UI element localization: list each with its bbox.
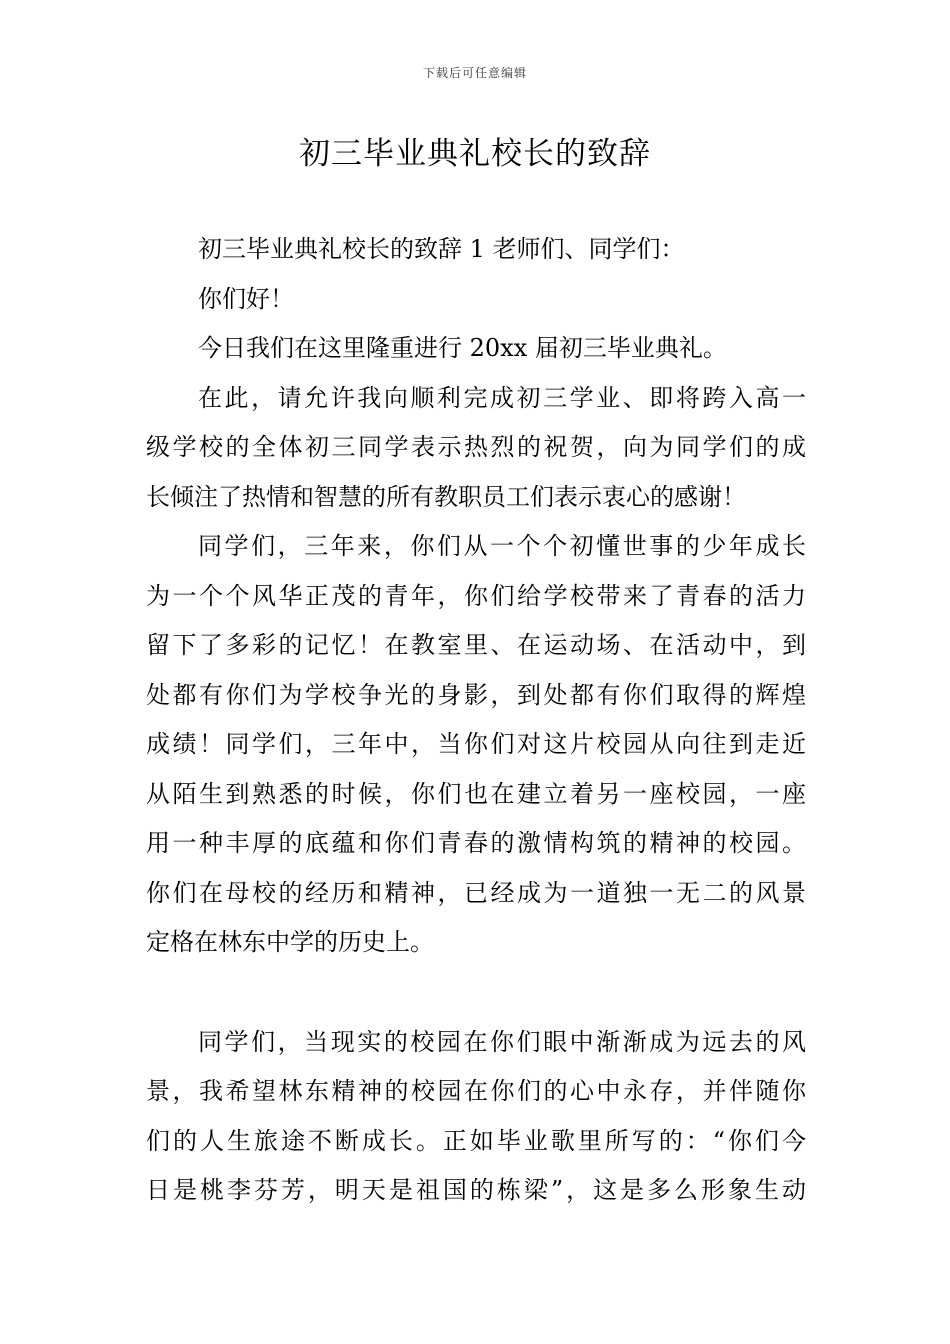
document-title: 初三毕业典礼校长的致辞 <box>299 136 651 172</box>
paragraph-line: 同学们，三年来，你们从一个个初懂世事的少年成长 <box>198 532 806 560</box>
paragraph-line: 留下了多彩的记忆！在教室里、在运动场、在活动中，到 <box>146 631 806 659</box>
paragraph-line: 同学们，当现实的校园在你们眼中渐渐成为远去的风 <box>198 1027 806 1056</box>
paragraph-line: 成绩！同学们，三年中，当你们对这片校园从向往到走近 <box>146 730 806 758</box>
paragraph-line: 初三毕业典礼校长的致辞 1 老师们、同学们： <box>198 235 685 263</box>
paragraph-line: 级学校的全体初三同学表示热烈的祝贺，向为同学们的成 <box>146 433 806 461</box>
paragraph-line: 你们在母校的经历和精神，已经成为一道独一无二的风景 <box>146 878 806 907</box>
paragraph-line: 从陌生到熟悉的时候，你们也在建立着另一座校园，一座 <box>146 779 806 808</box>
header-note: 下载后可任意编辑 <box>422 66 527 80</box>
paragraph-line: 今日我们在这里隆重进行 20xx 届初三毕业典礼。 <box>198 334 727 362</box>
paragraph-line: 为一个个风华正茂的青年，你们给学校带来了青春的活力 <box>146 581 806 610</box>
paragraph-line: 在此，请允许我向顺利完成初三学业、即将跨入高一 <box>198 383 806 412</box>
paragraph-line: 定格在林东中学的历史上。 <box>146 928 434 956</box>
paragraph-line: 景，我希望林东精神的校园在你们的心中永存，并伴随你 <box>146 1077 806 1105</box>
paragraph-line: 长倾注了热情和智慧的所有教职员工们表示衷心的感谢！ <box>146 482 746 511</box>
paragraph-gap <box>146 968 806 1018</box>
paragraph-line: 用一种丰厚的底蕴和你们青春的激情构筑的精神的校园。 <box>146 829 806 857</box>
document-body <box>146 225 806 1216</box>
paragraph-line: 处都有你们为学校争光的身影，到处都有你们取得的辉煌 <box>146 680 806 709</box>
paragraph-line: 们的人生旅途不断成长。正如毕业歌里所写的：“你们今 <box>146 1126 806 1155</box>
paragraph-line: 日是桃李芬芳，明天是祖国的栋梁”，这是多么形象生动 <box>146 1176 806 1204</box>
paragraph-line: 你们好！ <box>198 284 294 313</box>
